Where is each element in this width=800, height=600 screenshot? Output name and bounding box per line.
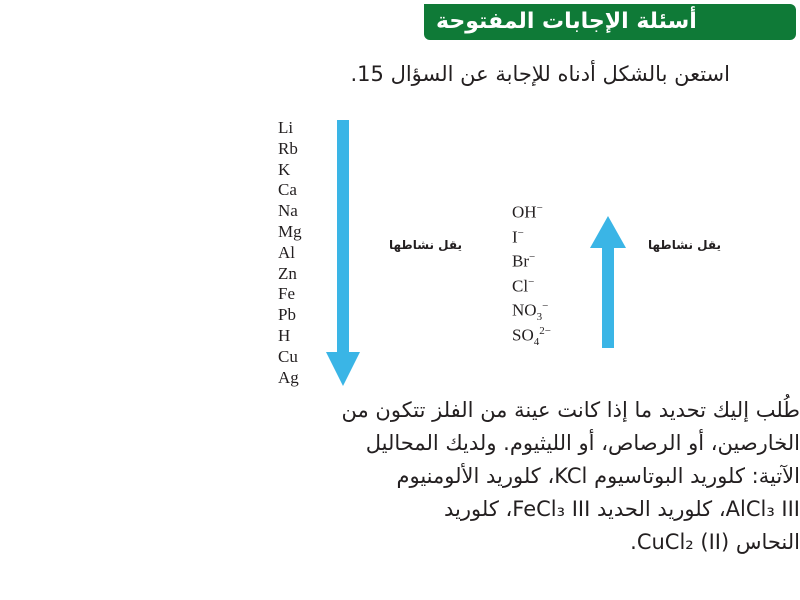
metal-item: Ag [278,367,299,387]
metal-item: Rb [278,138,298,158]
down-arrow-icon [326,120,360,386]
metal-item: Fe [278,284,295,304]
anion-item: $SO_4^{2-}$ [512,324,551,348]
anions-activity-label: يقل نشاطها [648,238,721,252]
section-header [424,4,796,40]
body-line: النحاس (II) CuCl₂. [630,530,800,554]
metal-item: Zn [278,263,297,283]
anion-item: OH− [512,202,543,222]
metal-item: H [278,325,291,345]
metal-item: Li [278,118,294,137]
metal-item: Mg [278,221,302,241]
up-arrow-icon [590,216,626,348]
metal-item: Cu [278,346,298,366]
body-line: طُلب إليك تحديد ما إذا كانت عينة من الفلز تتكون من [341,398,800,422]
body-line: AlCl₃ III، كلوريد الحديد FeCl₃ III، كلوريد [444,497,800,521]
metal-item: Pb [278,305,296,325]
anion-activity-series [512,202,551,349]
section-title: أسئلة الإجابات المفتوحة [436,9,697,34]
anion-item: Cl− [512,275,535,296]
question-body [240,394,800,559]
metal-activity-series [278,118,302,388]
body-line: الخارصين، أو الرصاص، أو الليثيوم. ولديك المحاليل [365,431,800,455]
anion-item: Br− [512,251,536,271]
anion-item: $NO_3^-$ [512,300,549,324]
anion-item: I− [512,226,524,247]
body-line: الآتية: كلوريد البوتاسيوم KCl، كلوريد الألومنيوم [396,464,800,488]
metal-item: Ca [278,180,297,200]
metal-item: K [278,159,291,179]
metal-item: Na [278,201,298,221]
metals-activity-label: يقل نشاطها [389,238,462,252]
metal-item: Al [278,242,295,262]
question-prompt: استعن بالشكل أدناه للإجابة عن السؤال 15. [350,62,730,86]
